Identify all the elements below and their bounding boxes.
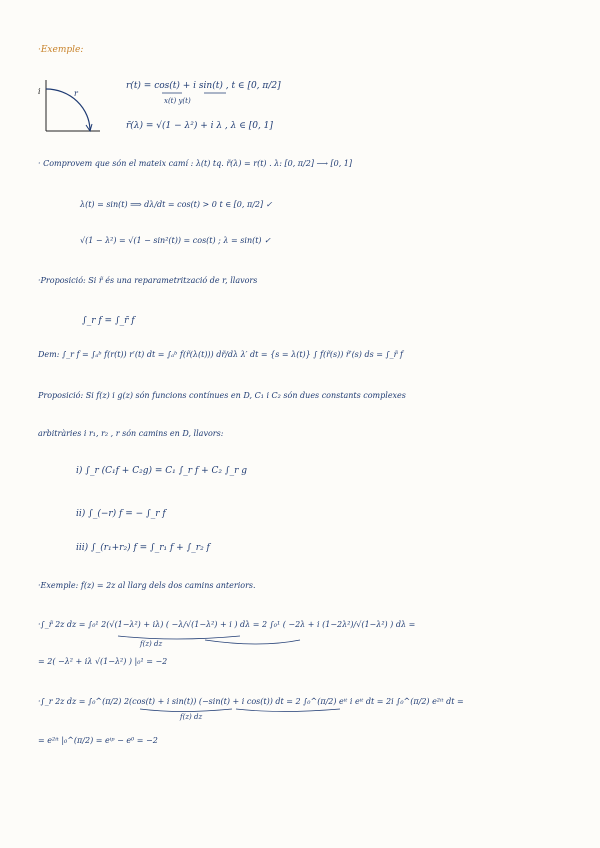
ex2-heading: ·Exemple: f(z) = 2z al llarg dels dos camins anteriors. [38,581,256,590]
item-iii: iii) ∫_(r₁+r₂) f = ∫_r₁ f + ∫_r₂ f [76,543,210,553]
calc2-result: = e²ⁱᵗ |₀^(π/2) = eⁱᵖ − e⁰ = −2 [38,736,158,745]
prop2-cont: arbitràries i r₁, r₂ , r són camins en D, llavors: [38,429,224,438]
ex1-heading: ·Exemple: [38,45,84,55]
brace-fz [118,636,240,639]
param-r-labels: x(t) y(t) [164,97,191,105]
prop1-formula: ∫_r f = ∫_r̃ f [82,316,135,326]
calc1-result: = 2( −λ² + iλ √(1−λ²) ) |₀¹ = −2 [38,657,168,666]
lambda-sin: λ(t) = sin(t) ⟹ dλ/dt = cos(t) > 0 t ∈ [0, π/2] ✓ [80,200,273,209]
prop1: ·Proposició: Si r̃ és una reparametrització de r, llavors [38,276,258,285]
imag-axis-label: i [38,87,41,96]
item-i: i) ∫_r (C₁f + C₂g) = C₁ ∫_r f + C₂ ∫_r g [76,466,247,476]
param-r: r(t) = cos(t) + i sin(t) , t ∈ [0, π/2] [126,81,281,91]
brace-fz-2 [140,709,232,712]
quarter-arc [46,89,90,131]
check-same-path: · Comprovem que són el mateix camí : λ(t) tq. r̃(λ) = r(t) . λ: [0, π/2] ⟶ [0, 1] [38,159,353,168]
proof: Dem: ∫_r f = ∫ₐᵇ f(r(t)) r′(t) dt = ∫ₐᵇ f(r̃(λ(t))) dr̃/dλ λ′ dt = {s = λ(t)} ∫ f(r̃(s)) r̃′(s) ds = ∫_r̃ f [38,350,403,359]
calc2: ·∫_r 2z dz = ∫₀^(π/2) 2(cos(t) + i sin(t)) (−sin(t) + i cos(t)) dt = 2 ∫₀^(π/2) eⁱᵗ i eⁱᵗ dt = 2i ∫₀^(π/2) e²ⁱᵗ dt = [38,697,464,706]
prop2: Proposició: Si f(z) i g(z) són funcions contínues en D, C₁ i C₂ són dues constants complexes [38,391,406,400]
param-rtilde: r̃(λ) = √(1 − λ²) + i λ , λ ∈ [0, 1] [126,121,273,131]
brace-dz-2 [236,709,340,712]
curve-label: r [74,89,78,98]
calc1: ·∫_r̃ 2z dz = ∫₀¹ 2(√(1−λ²) + iλ) ( −λ/√(1−λ²) + i ) dλ = 2 ∫₀¹ ( −2λ + i (1−2λ²)/√(1−λ²) ) dλ = [38,620,416,629]
calc1-labels: f(z) dz [140,640,163,648]
item-ii: ii) ∫_(−r) f = − ∫_r f [76,509,166,519]
brace-dz [205,640,300,644]
calc2-labels: f(z) dz [180,713,203,721]
sqrt-check: √(1 − λ²) = √(1 − sin²(t)) = cos(t) ; λ = sin(t) ✓ [80,236,271,245]
